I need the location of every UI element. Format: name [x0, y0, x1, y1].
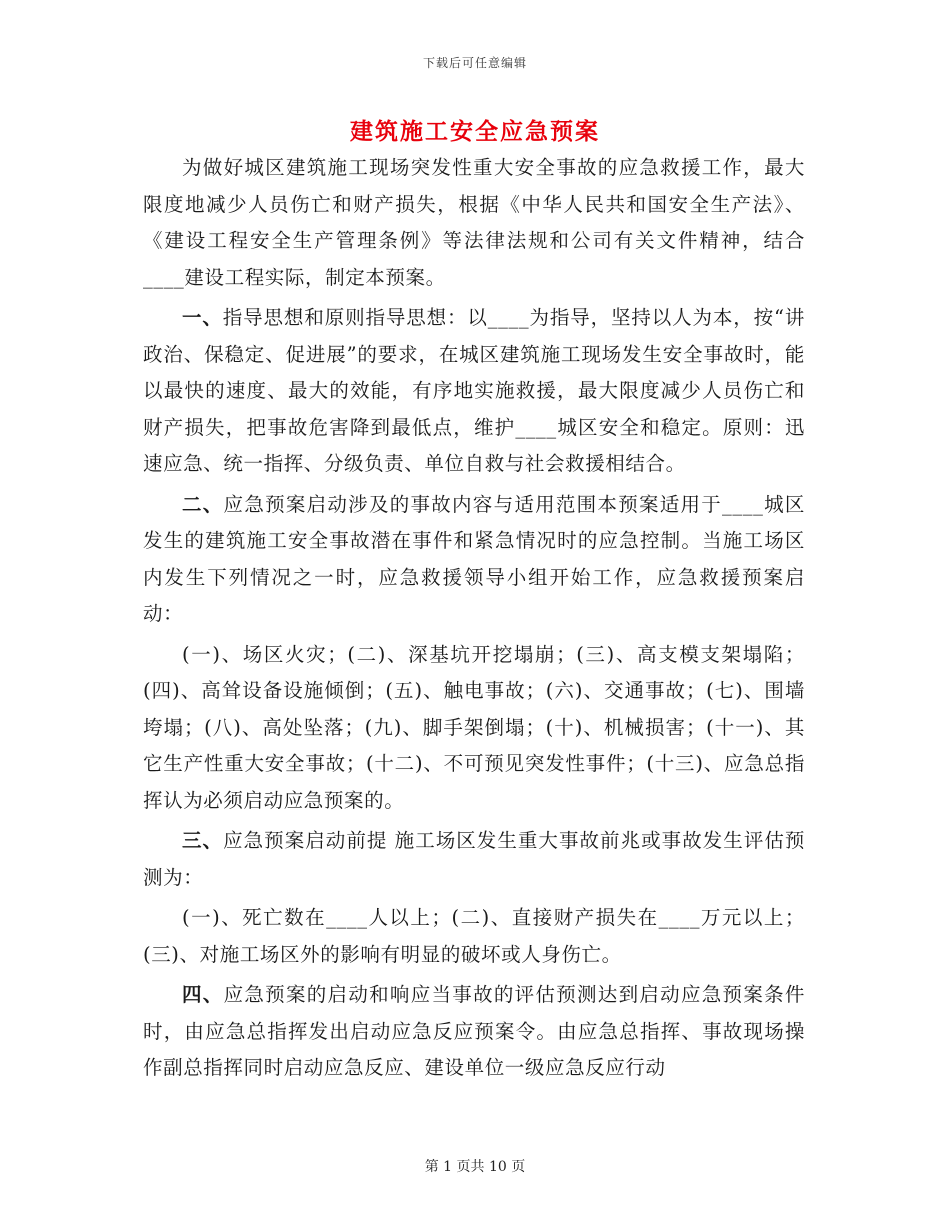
paragraph-text: (一)、场区火灾；(二)、深基坑开挖塌崩；(三)、高支模支架塌陷；(四)、高耸设备设施倾倒；(五)、触电事故；(六)、交通事故；(七)、围墙垮塌；(八)、高处坠落；(九)、脚手架倒塌；(十)、机械损害；(十一)、其它生产性重大安全事故；(十二)、不可预见突发性事件；(十三)、应急总指挥认为必须启动应急预案的。 [143, 642, 805, 812]
section-number: 一、 [182, 306, 223, 329]
paragraph-section-4 [143, 977, 805, 1087]
paragraph-text: 应急预案启动前提 施工场区发生重大事故前兆或事故发生评估预测为： [143, 829, 806, 889]
paragraph-section-3 [143, 823, 805, 896]
paragraph-incident-list [143, 637, 805, 820]
paragraph-section-2 [143, 487, 805, 633]
paragraph-text: (一)、死亡数在____人以上；(二)、直接财产损失在____万元以上；(三)、对施工场区外的影响有明显的破坏或人身伤亡。 [143, 906, 805, 966]
page-header-note: 下载后可任意编辑 [422, 56, 527, 70]
paragraph-threshold-list [143, 900, 805, 973]
paragraph-text: 为做好城区建筑施工现场突发性重大安全事故的应急救援工作，最大限度地减少人员伤亡和财产损失，根据《中华人民共和国安全生产法》、《建设工程安全生产管理条例》等法律法规和公司有关文件精神，结合____建设工程实际，制定本预案。 [143, 156, 805, 289]
paragraph-intro [143, 150, 805, 296]
paragraph-text: 指导思想和原则指导思想：以____为指导，坚持以人为本，按“讲政治、保稳定、促进展”的要求，在城区建筑施工现场发生安全事故时，能以最快的速度、最大的效能，有序地实施救援，最大限度减少人员伤亡和财产损失，把事故危害降到最低点，维护____城区安全和稳定。原则：迅速应急、统一指挥、分级负责、单位自救与社会救援相结合。 [143, 306, 806, 475]
paragraph-text: 应急预案的启动和响应当事故的评估预测达到启动应急预案条件时，由应急总指挥发出启动应急反应预案令。由应急总指挥、事故现场操作副总指挥同时启动应急反应、建设单位一级应急反应行动 [143, 983, 806, 1079]
paragraph-text: 应急预案启动涉及的事故内容与适用范围本预案适用于____城区发生的建筑施工安全事故潜在事件和紧急情况时的应急控制。当施工场区内发生下列情况之一时，应急救援领导小组开始工作，应急救援预案启动： [143, 492, 805, 625]
section-number: 三、 [182, 829, 224, 852]
section-number: 二、 [182, 492, 224, 516]
document-body [143, 150, 805, 1091]
paragraph-section-1 [143, 300, 805, 483]
section-number: 四、 [182, 983, 224, 1006]
document-title: 建筑施工安全应急预案 [350, 118, 600, 145]
page-footer: 第 1 页共 10 页 [424, 1159, 526, 1175]
